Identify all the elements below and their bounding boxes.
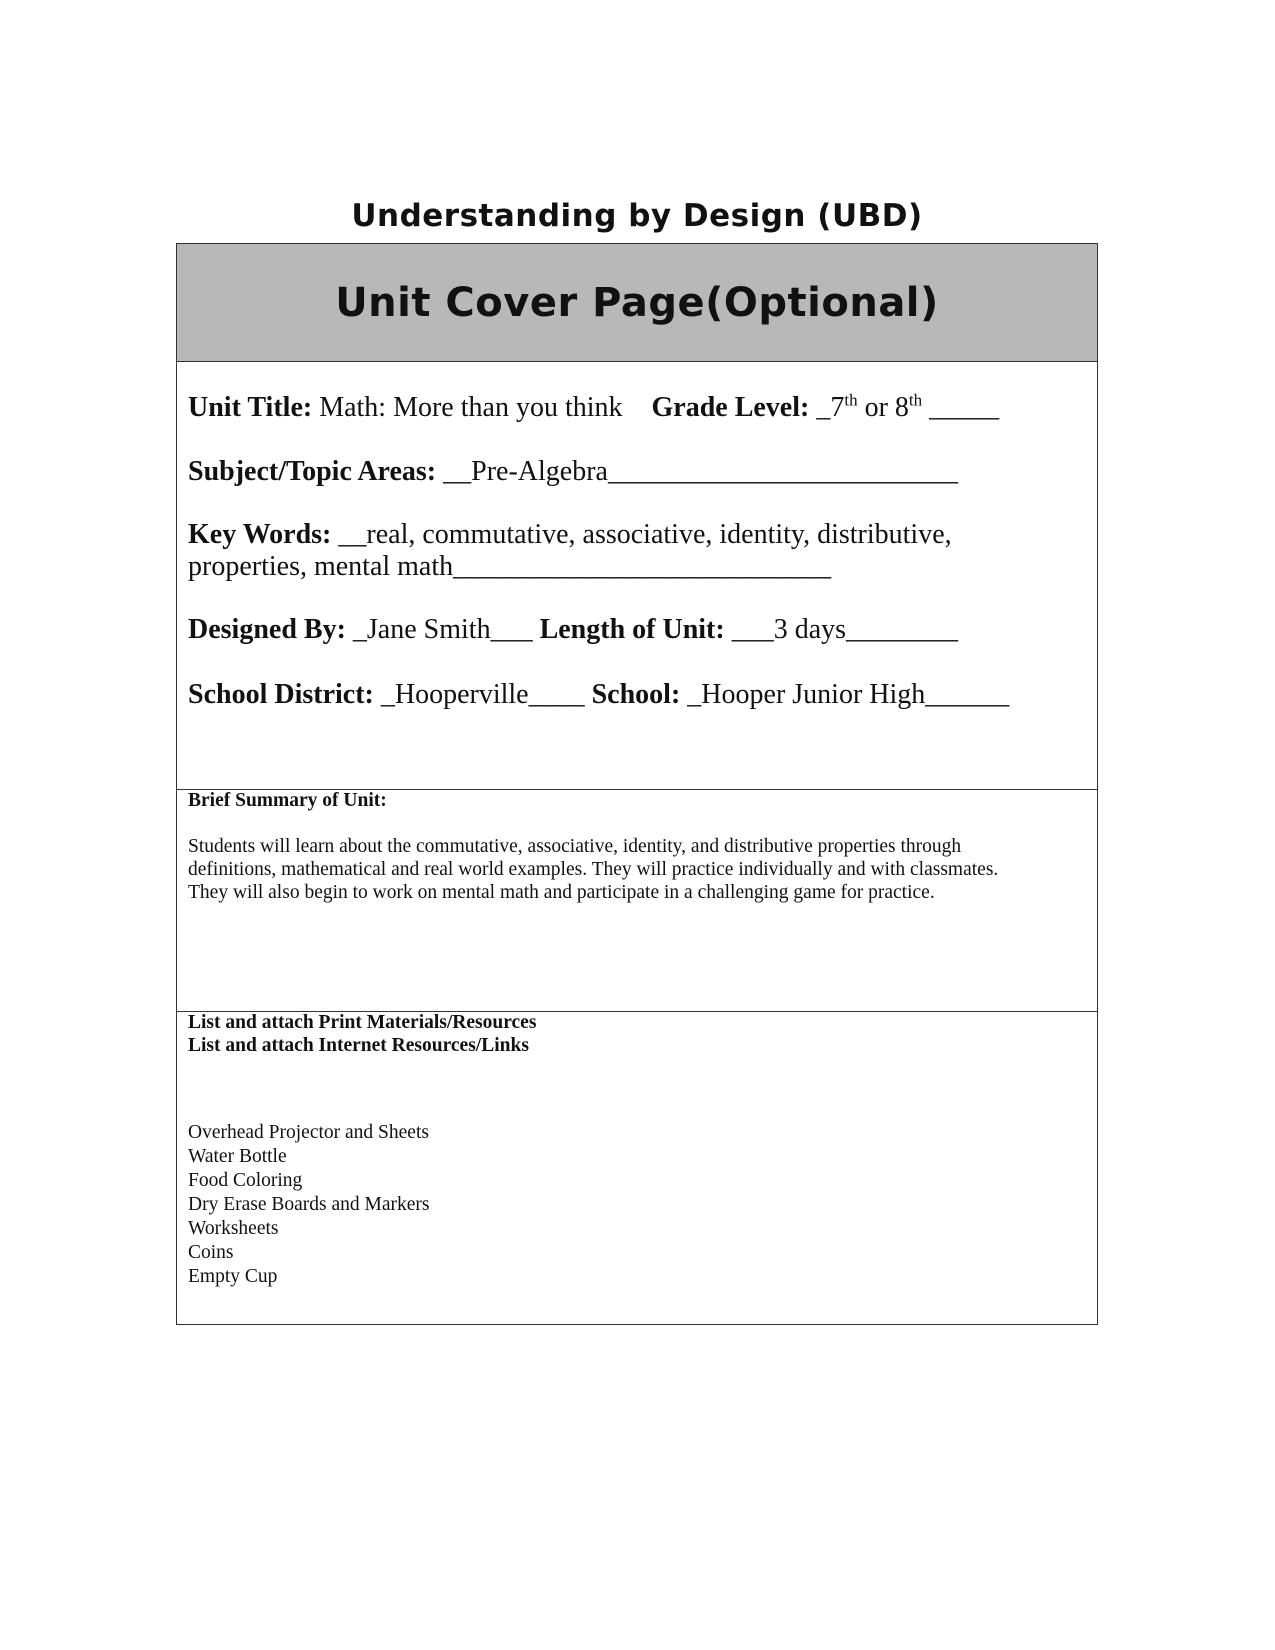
document-heading: Understanding by Design (UBD) — [351, 198, 923, 234]
summary-line: They will also begin to work on mental math and participate in a challenging game for practice. — [188, 882, 935, 903]
length-label: Length of Unit: — [539, 614, 725, 645]
designed-by-value: _Jane Smith___ — [345, 614, 540, 645]
list-item: Food Coloring — [188, 1170, 303, 1191]
keywords-line-2 — [188, 550, 831, 584]
cover-title-band — [177, 244, 1097, 362]
subject-value: __Pre-Algebra_________________________ — [436, 456, 958, 487]
school-label: School: — [591, 679, 681, 710]
keywords-label: Key Words: — [188, 519, 332, 550]
list-item: Empty Cup — [188, 1266, 278, 1287]
list-item: Worksheets — [188, 1218, 279, 1239]
list-item: Water Bottle — [188, 1146, 287, 1167]
unit-info-section — [177, 361, 1097, 790]
list-item: Dry Erase Boards and Markers — [188, 1194, 430, 1215]
unit-cover-form — [176, 243, 1098, 1325]
district-value: _Hooperville____ — [373, 679, 592, 710]
summary-line: Students will learn about the commutative, associative, identity, and distributive properties through — [188, 836, 962, 857]
district-line — [188, 678, 1009, 712]
keywords-value-1: __real, commutative, associative, identity, distributive, — [331, 519, 952, 550]
unit-title-line — [188, 391, 999, 425]
subject-line — [188, 455, 958, 489]
list-item: Coins — [188, 1242, 234, 1263]
print-materials-label: List and attach Print Materials/Resources — [188, 1012, 537, 1033]
keywords-line — [188, 518, 952, 552]
grade-level-label: Grade Level: — [651, 392, 810, 423]
school-value: _Hooper Junior High______ — [680, 679, 1010, 710]
list-item: Overhead Projector and Sheets — [188, 1122, 429, 1143]
district-label: School District: — [188, 679, 374, 710]
keywords-value-2: properties, mental math___________________________ — [188, 551, 832, 582]
unit-title-value: Math: More than you think — [319, 392, 623, 423]
subject-label: Subject/Topic Areas: — [188, 456, 437, 487]
summary-line: definitions, mathematical and real world examples. They will practice individually and with classmates. — [188, 859, 999, 880]
designed-by-label: Designed By: — [188, 614, 346, 645]
summary-section — [177, 789, 1097, 1012]
unit-title-label: Unit Title: — [188, 392, 313, 423]
cover-title: Unit Cover Page(Optional) — [335, 279, 939, 326]
grade-level-value: _7th or 8th _____ — [816, 390, 1000, 423]
materials-section — [177, 1011, 1097, 1324]
internet-resources-label: List and attach Internet Resources/Links — [188, 1035, 529, 1056]
summary-label: Brief Summary of Unit: — [188, 790, 387, 811]
length-value: ___3 days________ — [724, 614, 959, 645]
designed-by-line — [188, 613, 958, 647]
materials-list — [188, 1121, 430, 1289]
